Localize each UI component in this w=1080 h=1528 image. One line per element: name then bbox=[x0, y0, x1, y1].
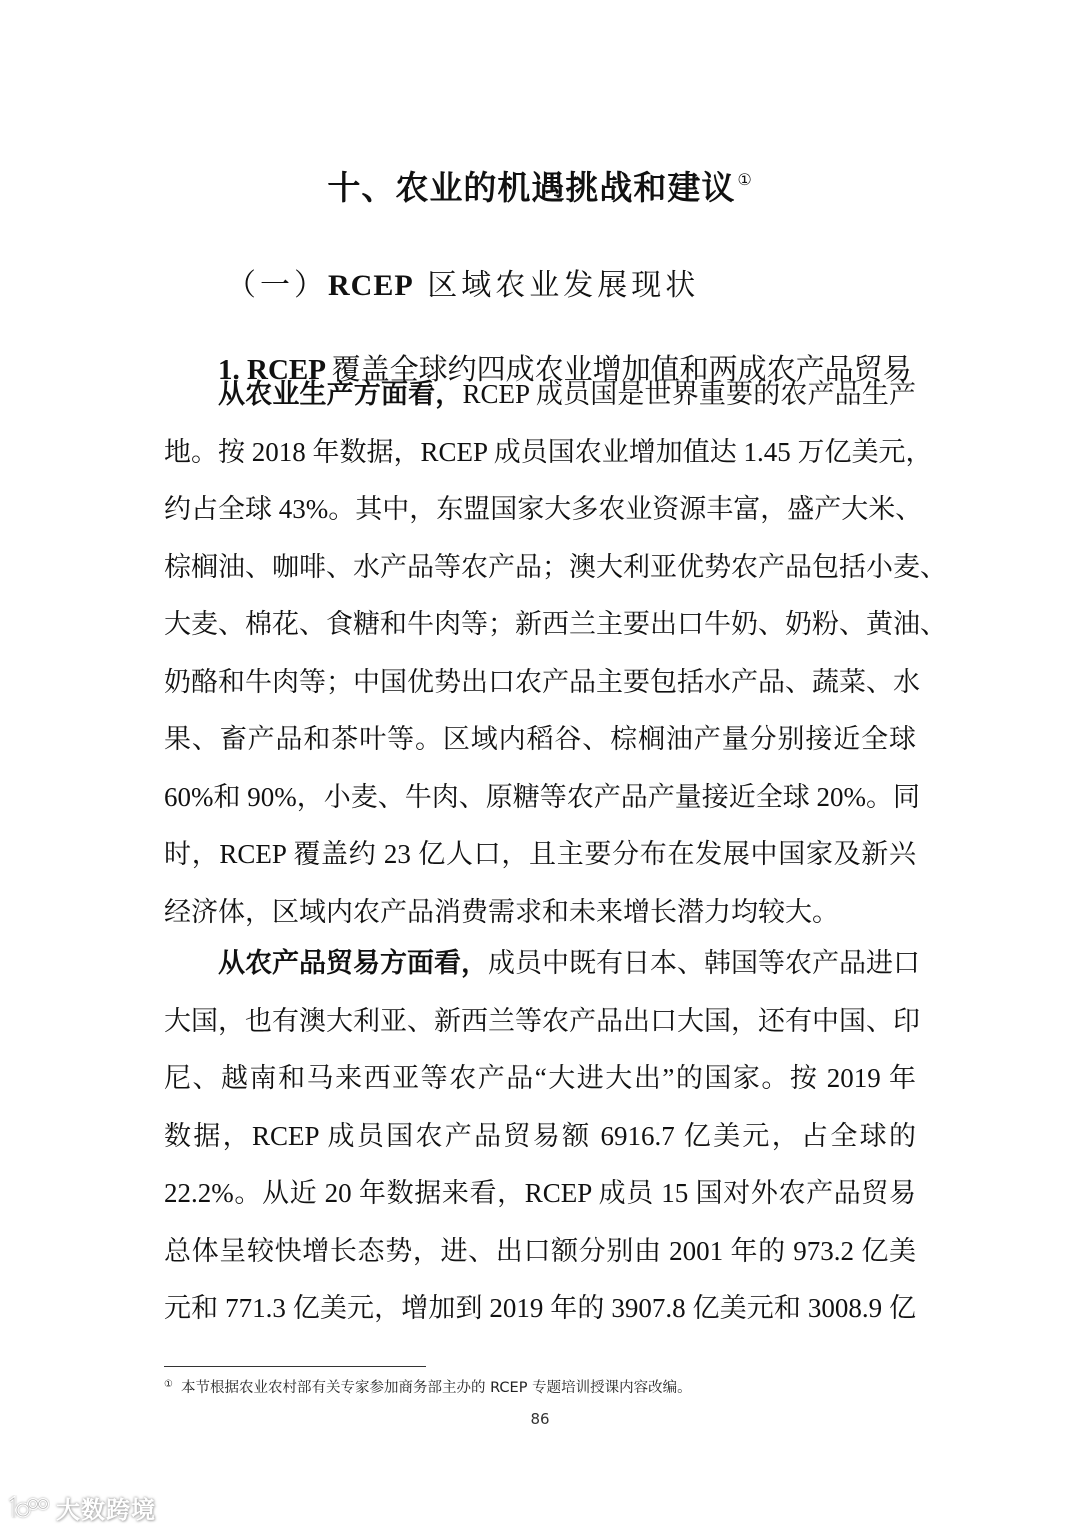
page-number: 86 bbox=[530, 1410, 550, 1428]
chapter-title bbox=[0, 162, 1080, 209]
paragraph-line: 22.2%。从近 20 年数据来看，RCEP 成员 15 国对外农产品贸易 bbox=[164, 1178, 916, 1208]
footnote-divider bbox=[164, 1366, 426, 1367]
paragraph-line: 果、畜产品和茶叶等。区域内稻谷、棕榈油产量分别接近全球 bbox=[164, 724, 916, 754]
paragraph-lead: 从农业生产方面看， bbox=[218, 379, 463, 409]
paragraph-line: 60%和 90%，小麦、牛肉、原糖等农产品产量接近全球 20%。同 bbox=[164, 781, 920, 812]
section-title-rest: 区域农业发展现状 bbox=[413, 267, 700, 303]
footnote-text: 本节根据农业农村部有关专家参加商务部主办的 RCEP 专题培训授课内容改编。 bbox=[180, 1380, 692, 1396]
section-title bbox=[226, 260, 699, 304]
paragraph-line: 大麦、棉花、食糖和牛肉等；新西兰主要出口牛奶、奶粉、黄油、 bbox=[164, 609, 947, 639]
paragraph-line: 尼、越南和马来西亚等农产品“大进大出”的国家。按 2019 年 bbox=[164, 1063, 916, 1093]
paragraph-line: 时，RCEP 覆盖约 23 亿人口，且主要分布在发展中国家及新兴 bbox=[164, 839, 916, 869]
paragraph-line bbox=[164, 935, 920, 993]
paragraph-lead: 从农产品贸易方面看， bbox=[218, 948, 488, 978]
paragraph-line: 奶酪和牛肉等；中国优势出口农产品主要包括水产品、蔬菜、水 bbox=[164, 666, 920, 697]
section-prefix: （一） bbox=[226, 267, 328, 303]
1000-logo-icon bbox=[6, 1495, 50, 1521]
paragraph-line: 数据，RCEP 成员国农产品贸易额 6916.7 亿美元，占全球的 bbox=[164, 1120, 916, 1151]
subsection-acronym: RCEP bbox=[247, 354, 325, 386]
paragraph-agricultural-trade bbox=[164, 935, 920, 1338]
paragraph-line: 地。按 2018 年数据，RCEP 成员国农业增加值达 1.45 万亿美元， bbox=[164, 436, 933, 467]
paragraph-agricultural-production bbox=[164, 366, 947, 941]
watermark bbox=[6, 1490, 156, 1525]
paragraph-line: 约占全球 43%。其中，东盟国家大多农业资源丰富，盛产大米、 bbox=[164, 494, 923, 524]
footnote bbox=[164, 1376, 692, 1397]
paragraph-line: 总体呈较快增长态势，进、出口额分别由 2001 年的 973.2 亿美 bbox=[164, 1235, 916, 1266]
subsection-number: 1. bbox=[218, 354, 240, 386]
paragraph-line: 元和 771.3 亿美元，增加到 2019 年的 3907.8 亿美元和 3008.9 亿 bbox=[164, 1293, 916, 1323]
watermark-text: 大数跨境 bbox=[56, 1496, 156, 1524]
footnote-reference-marker[interactable]: ① bbox=[737, 170, 753, 190]
subsection-title-rest: 覆盖全球约四成农业增加值和两成农产品贸易 bbox=[331, 352, 912, 386]
section-acronym: RCEP bbox=[328, 268, 414, 302]
footnote-marker: ① bbox=[164, 1379, 173, 1390]
paragraph-line bbox=[164, 366, 916, 424]
paragraph-line: 大国，也有澳大利亚、新西兰等农产品出口大国，还有中国、印 bbox=[164, 1005, 920, 1036]
paragraph-line: 经济体，区域内农产品消费需求和未来增长潜力均较大。 bbox=[164, 896, 839, 927]
line-text: RCEP 成员国是世界重要的农产品生产 bbox=[462, 379, 917, 409]
chapter-title-text: 十、农业的机遇挑战和建议 bbox=[327, 168, 736, 208]
paragraph-line: 棕榈油、咖啡、水产品等农产品；澳大利亚优势农产品包括小麦、 bbox=[164, 551, 947, 582]
line-text: 成员中既有日本、韩国等农产品进口 bbox=[488, 948, 920, 978]
